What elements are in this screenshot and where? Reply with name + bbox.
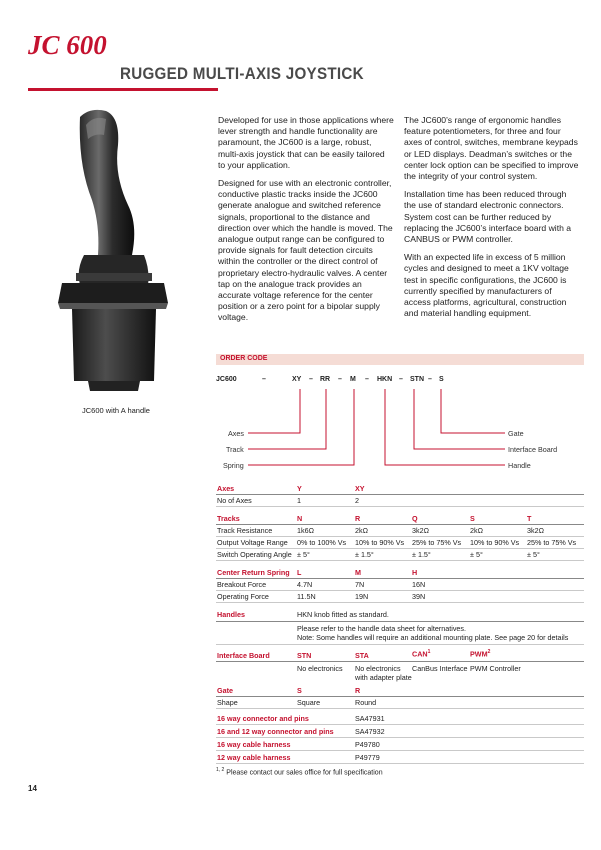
label-axes: Axes: [228, 429, 244, 438]
table-cell: PWM Controller: [470, 664, 521, 673]
table-cell: ± 1.5°: [412, 550, 431, 559]
table-cell: 1: [297, 496, 301, 505]
label-spring: Spring: [223, 461, 244, 470]
table-cell: 19N: [355, 592, 369, 601]
axes-heading: Axes: [217, 484, 235, 493]
table-cell: 39N: [412, 592, 426, 601]
table-cell: Shape: [217, 698, 238, 707]
table-cell: 25% to 75% Vs: [527, 538, 577, 547]
table-cell: No electronics: [297, 664, 343, 673]
order-code-dash: –: [365, 376, 369, 383]
table-cell: 0% to 100% Vs: [297, 538, 347, 547]
intro-paragraph: The JC600’s range of ergonomic handles feature potentiometers, for three and four axes of control, switches, membrane keypads or LED displays. Deadman’s switches or the center lock option can be specified to improve the integrity of your control system.: [404, 115, 579, 182]
order-code-dash: –: [309, 376, 313, 383]
connector-item: 12 way cable harness: [217, 753, 291, 762]
gate-heading: Gate: [217, 686, 233, 695]
tracks-heading: Tracks: [217, 514, 240, 523]
footnote: $^{1, 2}$ Please contact our sales office for full specification: [216, 767, 383, 777]
table-cell: 2kΩ: [470, 526, 483, 535]
connector-item: 16 way connector and pins: [217, 714, 309, 723]
intro-paragraph: Developed for use in those applications where lever strength and handle functionality are paramount, the JC600 is a large, robust, multi-axis joystick that can be easily tailored to your application.: [218, 115, 394, 170]
table-rule: [216, 737, 584, 738]
table-rule: [216, 644, 584, 645]
part-number: P49780: [355, 740, 380, 749]
table-rule: [216, 536, 584, 537]
connector-item: 16 way cable harness: [217, 740, 291, 749]
table-header-cell: STN: [297, 651, 312, 660]
table-cell: Breakout Force: [217, 580, 267, 589]
table-header-cell: N: [297, 514, 303, 523]
table-rule: [216, 506, 584, 507]
intro-paragraph: With an expected life in excess of 5 million cycles and designed to meet a 1KV voltage test in specific configurations, the JC600 is currently specified by manufacturers of access platforms, agricultural, construction and material handling equipment.: [404, 252, 569, 319]
table-cell: ± 5°: [527, 550, 540, 559]
label-track: Track: [226, 445, 244, 454]
label-gate: Gate: [508, 429, 524, 438]
page-subtitle: RUGGED MULTI-AXIS JOYSTICK: [120, 65, 364, 83]
page-title: JC 600: [28, 30, 107, 60]
order-code-dash: –: [338, 376, 342, 383]
table-cell: 4.7N: [297, 580, 313, 589]
order-code-part: HKN: [377, 376, 393, 383]
order-code-part: S: [439, 376, 444, 383]
table-cell: Output Voltage Range: [217, 538, 288, 547]
table-header-cell: S: [297, 686, 302, 695]
table-cell: CanBus Interface: [412, 664, 468, 673]
table-rule: [216, 494, 584, 495]
table-rule: [216, 560, 584, 561]
table-cell: Switch Operating Angle: [217, 550, 292, 559]
table-header-cell: R: [355, 514, 361, 523]
table-rule: [216, 724, 584, 725]
table-cell: ± 5°: [297, 550, 310, 559]
table-header-cell: M: [355, 568, 361, 577]
handles-note: Please refer to the handle data sheet for alternatives.: [297, 624, 467, 633]
connector-item: 16 and 12 way connector and pins: [217, 727, 334, 736]
order-code-part: M: [350, 376, 356, 383]
label-interface-board: Interface Board: [508, 445, 558, 454]
table-cell: No electronics: [355, 664, 401, 673]
order-code-part: XY: [292, 376, 302, 383]
table-cell: 25% to 75% Vs: [412, 538, 462, 547]
image-caption: JC600 with A handle: [82, 406, 150, 415]
table-cell: 10% to 90% Vs: [470, 538, 520, 547]
table-header-cell: STA: [355, 651, 369, 660]
table-cell: 3k2Ω: [412, 526, 429, 535]
table-cell: Round: [355, 698, 377, 707]
table-cell: Square: [297, 698, 321, 707]
label-handle: Handle: [508, 461, 531, 470]
part-number: SA47931: [355, 714, 385, 723]
handles-note: Note: Some handles will require an additional mounting plate. See page 20 for details: [297, 633, 569, 642]
table-header-cell: T: [527, 514, 532, 523]
page-number: 14: [28, 784, 37, 793]
table-header-cell: S: [470, 514, 475, 523]
table-rule: [216, 548, 584, 549]
table-cell: Track Resistance: [217, 526, 273, 535]
table-rule: [216, 621, 584, 622]
order-code-dash: –: [262, 376, 266, 383]
table-header-cell: H: [412, 568, 418, 577]
table-rule: [216, 750, 584, 751]
table-rule: [216, 763, 584, 764]
table-header-cell: L: [297, 568, 302, 577]
table-rule: [216, 524, 584, 525]
order-code-dash: –: [428, 376, 432, 383]
table-rule: [216, 661, 584, 662]
intro-paragraph: Designed for use with an electronic controller, conductive plastic tracks inside the JC600 generate analogue and switched reference signals, proportional to the distance and direction over which the handle is moved. The analogue output range can be configured to provide signals for fault detection circuits within the controller or the direct control of proprietary electro-hydraulic valves. A center tap on the analogue track provides an accurate voltage reference for the center position or a zero point for a bipolar supply voltage.: [218, 178, 393, 323]
table-cell: 3k2Ω: [527, 526, 544, 535]
handles-note: HKN knob fitted as standard.: [297, 610, 389, 619]
table-cell: 2kΩ: [355, 526, 368, 535]
table-cell: ± 1.5°: [355, 550, 374, 559]
table-rule: [216, 590, 584, 591]
table-header-cell: XY: [355, 484, 365, 493]
table-header-cell: Q: [412, 514, 418, 523]
table-cell: Operating Force: [217, 592, 269, 601]
intro-paragraph: Installation time has been reduced through the use of standard electronic connectors. System cost can be further reduced by replacing the JC600’s interface board with a CANBUS or PWM controller.: [404, 189, 572, 245]
part-number: SA47932: [355, 727, 385, 736]
table-header-cell: CAN$^1$: [412, 649, 431, 659]
table-cell: No of Axes: [217, 496, 252, 505]
table-cell: 16N: [412, 580, 426, 589]
table-cell: 1k6Ω: [297, 526, 314, 535]
table-cell: ± 5°: [470, 550, 483, 559]
table-cell: 2: [355, 496, 359, 505]
table-rule: [216, 578, 584, 579]
order-code-part: JC600: [216, 376, 237, 383]
table-rule: [216, 602, 584, 603]
table-cell: 11.5N: [297, 592, 316, 601]
order-code-part: RR: [320, 376, 331, 383]
table-header-cell: PWM$^2$: [470, 649, 491, 659]
table-rule: [216, 696, 584, 697]
spring-heading: Center Return Spring: [217, 568, 290, 577]
table-cell: with adapter plate: [355, 673, 412, 682]
table-rule: [216, 708, 584, 709]
table-header-cell: R: [355, 686, 361, 695]
order-code-part: STN: [410, 376, 424, 383]
table-cell: 7N: [355, 580, 365, 589]
interface-heading: Interface Board: [217, 651, 270, 660]
table-cell: 10% to 90% Vs: [355, 538, 405, 547]
part-number: P49779: [355, 753, 380, 762]
order-code-heading: ORDER CODE: [220, 355, 268, 362]
handles-heading: Handles: [217, 610, 245, 619]
order-code-dash: –: [399, 376, 403, 383]
table-header-cell: Y: [297, 484, 302, 493]
